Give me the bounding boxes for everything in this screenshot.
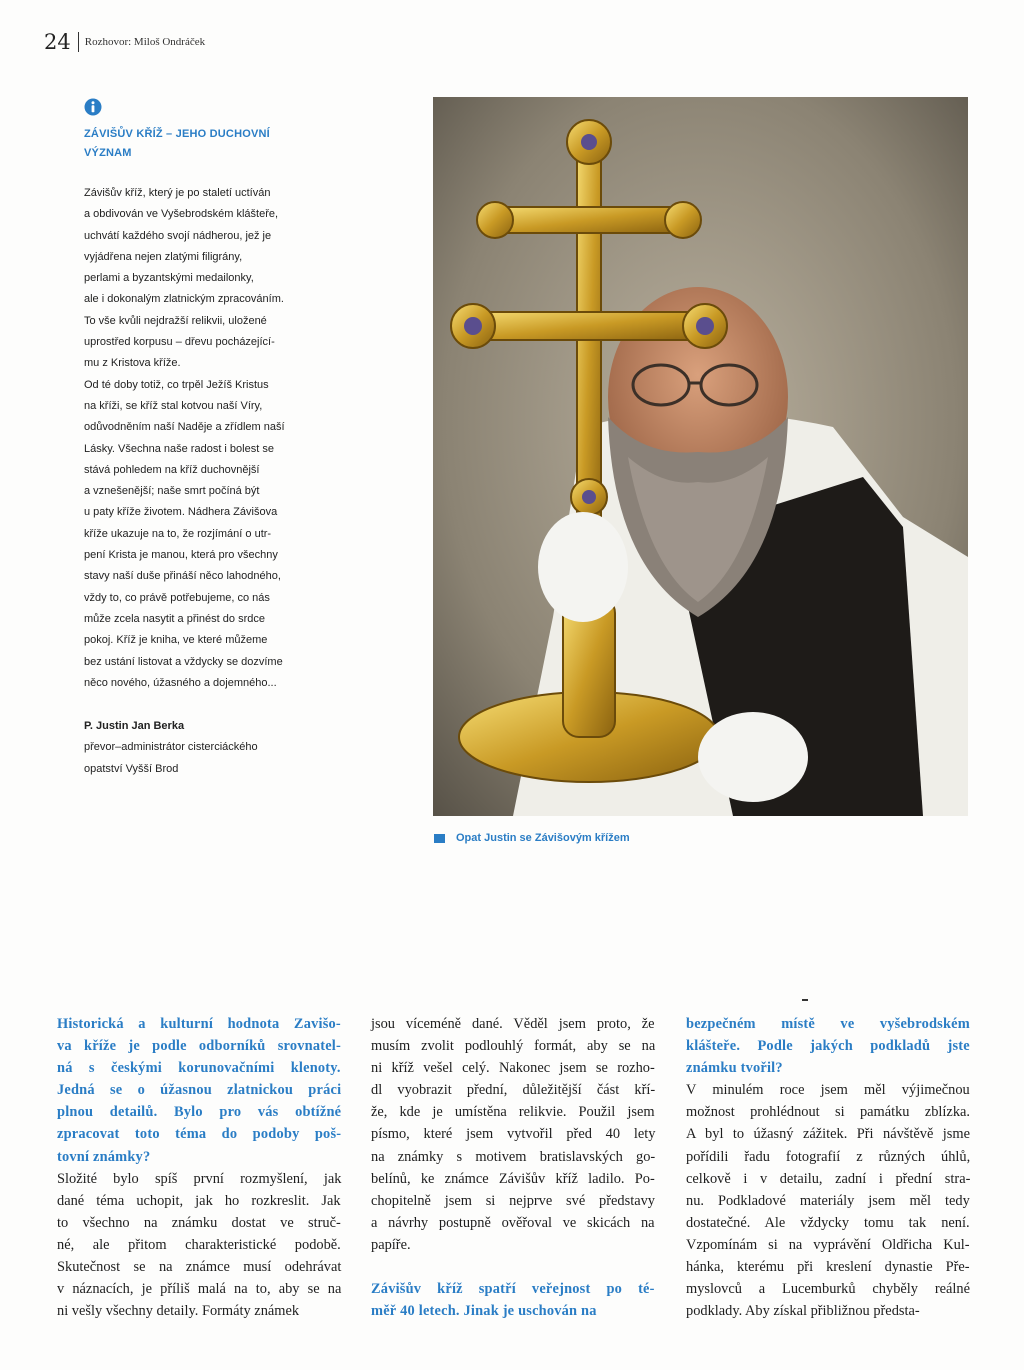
sidebar-body-line: odůvodněním naší Naděje a zřídlem naší [84,421,285,434]
sidebar-body-line: kříže ukazuje na to, že rozjímání o utr- [84,527,272,540]
sidebar-body-line: uchvátí každého svojí nádherou, jež je [84,229,272,242]
question-line: plnou detailů. Bylo pro vás obtížné [57,1104,342,1121]
sidebar-body-line: mu z Kristova kříže. [84,357,181,370]
caption-text: Opat Justin se Závišovým křížem [456,832,630,844]
interview-answer [371,1013,655,1256]
answer-line: dané téma uchopit, jak ho rozkreslit. Jak [57,1192,341,1209]
answer-line: Vzpomínám si na vyprávění Oldřicha Kul- [686,1236,970,1253]
photo-caption [434,832,630,844]
answer-line: Skutečnost se na známce musí odehrávat [57,1259,342,1276]
answer-line: papíře. [371,1236,411,1253]
divider-mark [802,999,808,1001]
answer-line: dl vyobrazit přední, důležitější část kří- [371,1082,656,1099]
answer-line: na známky s motivem bratislavských go- [371,1148,656,1165]
sidebar-author [84,716,314,780]
article-column-3 [686,1013,970,1322]
answer-line: né, ale přitom charakteristické podobě. [57,1236,341,1253]
answer-line: belínů, ke známce Závišův kříž ladilo. Po- [371,1170,655,1187]
header-divider [78,32,79,52]
author-role-line: převor–administrátor cisterciáckého [84,741,258,754]
sidebar-body-line: něco nového, úžasného a dojemného... [84,676,277,689]
sidebar-body-line: uprostřed korpusu – dřevu pocházející- [84,336,275,349]
interview-question [371,1278,655,1322]
sidebar-body-line: vždy to, co právě potřebujeme, co nás [84,591,270,604]
article-column-1 [57,1013,341,1322]
sidebar-body-line: Závišův kříž, který je po staletí uctíván [84,187,271,199]
sidebar-body-line: Lásky. Všechna naše radost i bolest se [84,442,274,455]
sidebar-body-line: ale i dokonalým zlatnickým zpracováním. [84,293,284,306]
sidebar-body-line: perlami a byzantskými medailonky, [84,272,254,285]
interview-question [57,1013,341,1168]
answer-line: ni vešly všechny detaily. Formáty známek [57,1303,300,1320]
question-line: Závišův kříž spatří veřejnost po té- [371,1281,655,1298]
answer-line: pořídili řadu fotografií z různých úhlů, [686,1148,971,1165]
sidebar-title [84,125,284,163]
answer-line: to všechno na známku dostat ve struč- [57,1214,341,1231]
answer-line: musím zvolit podlouhlý formát, aby se na [371,1038,656,1055]
photo-illustration [433,97,968,816]
interview-answer [57,1168,341,1323]
answer-line: jsou víceméně dané. Věděl jsem proto, že [371,1016,655,1032]
question-line: měř 40 letech. Jinak je uschován na [371,1303,597,1320]
question-line: Jedná se o úžasnou zlatnickou práci [57,1082,342,1099]
question-line: zpracovat toto téma do podoby poš- [57,1126,342,1143]
answer-line: ni kříž vešel celý. Nakonec jsem se rozho- [371,1060,655,1077]
interview-answer [686,1079,970,1322]
author-role-line: opatství Vyšší Brod [84,762,179,775]
answer-line: písmo, které jsem vytvořil před 40 lety [371,1126,656,1143]
answer-line: že, kde je umístěna relikvie. Použil jsem [371,1104,655,1121]
running-header [44,30,205,54]
interview-question [686,1013,970,1079]
sidebar-body [84,183,314,694]
answer-line: myslovců a Lucemburků chyběly reálné [686,1281,970,1298]
question-line: klášteře. Podle jakých podkladů jste [686,1038,970,1055]
caption-marker [434,834,445,843]
sidebar-title-line: VÝZNAM [84,147,132,159]
question-line: bezpečném místě ve vyšebrodském [686,1016,970,1032]
paragraph-gap [371,1256,655,1278]
article-column-2 [371,1013,655,1322]
answer-line: a návrhy postupně ověřoval ve skicách na [371,1214,655,1231]
answer-line: V minulém roce jsem měl výjimečnou [686,1082,970,1099]
sidebar-body-line: a vznešenější; naše smrt počíná být [84,485,260,498]
page-number: 24 [44,30,71,54]
sidebar-body-line: Od té doby totiž, co trpěl Ježíš Kristus [84,378,269,391]
sidebar-body-line: a obdivován ve Vyšebrodském klášteře, [84,208,279,221]
sidebar-body-line: To vše kvůli nejdražší relikvii, uložené [84,314,267,327]
sidebar-title-line: ZÁVIŠŮV KŘÍŽ – JEHO DUCHOVNÍ [84,128,270,140]
sidebar-body-line: pení Krista je manou, která pro všechny [84,549,278,562]
info-icon [84,98,102,116]
author-name: P. Justin Jan Berka [84,720,185,733]
answer-line: celkově i v detailu, zadní i přední stra- [686,1170,971,1187]
sidebar-body-line: stává pohledem na kříž duchovnější [84,463,260,476]
photo-abbot-with-cross [433,97,968,816]
sidebar-body-line: na kříži, se kříž stal kotvou naší Víry, [84,399,263,412]
answer-line: podklady. Aby získal přibližnou předsta- [686,1303,920,1320]
answer-line: v náznacích, je příliš malá na to, aby se na [57,1281,342,1298]
info-sidebar [84,98,314,780]
question-line: tovní známky? [57,1148,151,1165]
answer-line: Složité bylo spíš první rozmyšlení, jak [57,1170,342,1187]
question-line: ná s českými korunovačními klenoty. [57,1060,341,1077]
answer-line: nu. Podkladové materiály jsem měl tedy [686,1192,970,1209]
question-line: va kříže je podle odborníků srovnatel- [57,1038,341,1055]
answer-line: možnost prohlédnout si památku zblízka. [686,1104,970,1121]
sidebar-body-line: pokoj. Kříž je kniha, ve které můžeme [84,634,268,647]
sidebar-body-line: bez ustání listovat a vždycky se dozvíme [84,655,283,668]
answer-line: hánka, kterému při kreslení dynastie Pře- [686,1259,970,1276]
sidebar-body-line: vyjádřena nejen zlatými filigrány, [84,250,243,263]
answer-line: dostatečné. Ale vždycky tomu tak není. [686,1214,970,1231]
question-line: známku tvořil? [686,1060,783,1077]
question-line: Historická a kulturní hodnota Zavišo- [57,1016,341,1032]
sidebar-body-line: u paty kříže životem. Nádhera Závišova [84,506,278,519]
answer-line: chopitelně jsem si nejprve své představy [371,1192,655,1209]
sidebar-body-line: může zcela nasytit a přinést do srdce [84,612,265,625]
section-title: Rozhovor: Miloš Ondráček [84,36,206,48]
answer-line: A byl to úžasný zážitek. Při návštěvě jsme [686,1126,970,1143]
sidebar-body-line: stavy naší duše přináší něco lahodného, [84,570,281,583]
